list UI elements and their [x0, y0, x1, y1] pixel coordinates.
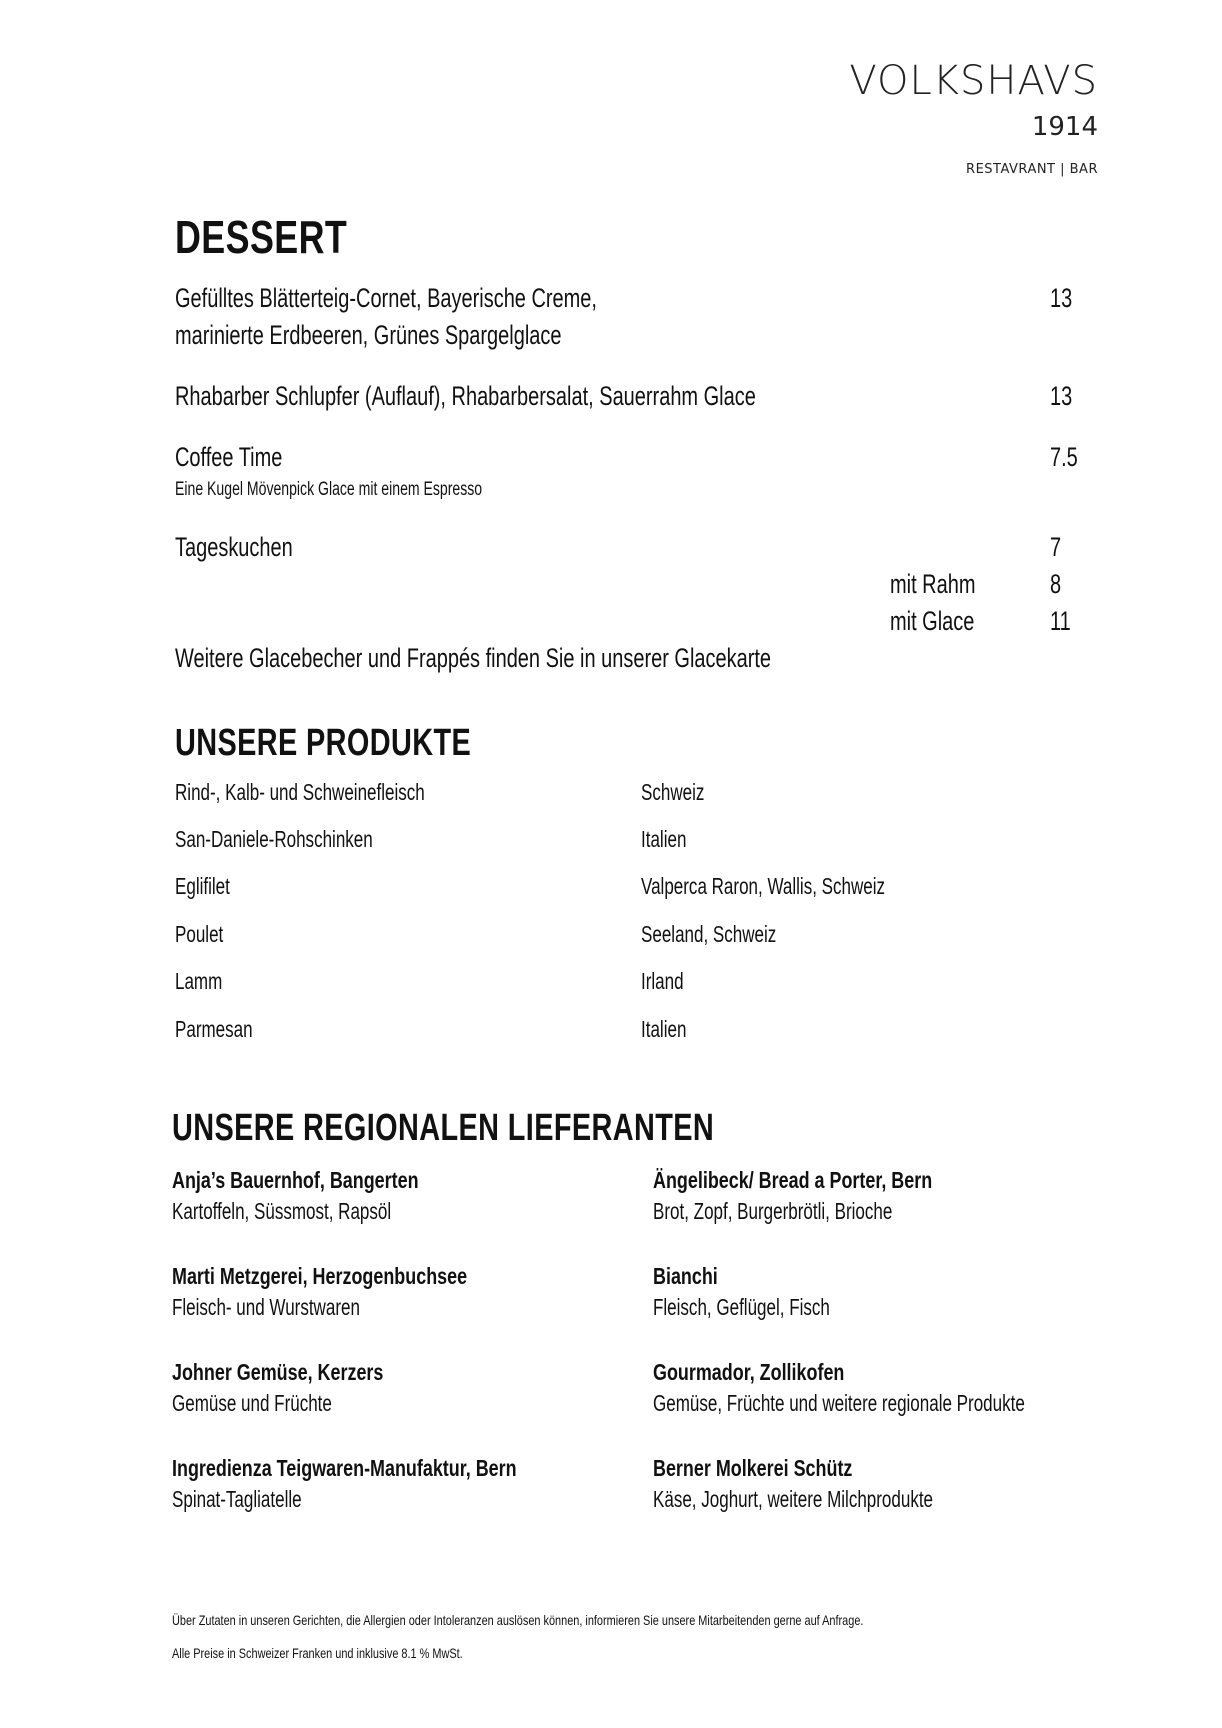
produkt-name: Lamm — [175, 968, 223, 994]
dessert-item-3-price: 7.5 — [1050, 442, 1078, 472]
produkt-name: Parmesan — [175, 1016, 253, 1042]
lieferant-name: Bianchi — [653, 1263, 718, 1289]
produkt-name: Rind-, Kalb- und Schweinefleisch — [175, 779, 425, 805]
dessert-item-1-line-2: marinierte Erdbeeren, Grünes Spargelglace — [175, 320, 562, 350]
dessert-item-1-line-1: Gefülltes Blätterteig-Cornet, Bayerische Creme, — [175, 283, 597, 313]
lieferant-goods: Kartoffeln, Süssmost, Rapsöl — [172, 1198, 392, 1224]
dessert-item-4: Tageskuchen — [175, 532, 293, 562]
dessert-item-2-price: 13 — [1050, 381, 1073, 411]
footer-allergen-note: Über Zutaten in unseren Gerichten, die Allergien oder Intoleranzen auslösen können, informieren Sie unsere Mitarbeitenden gerne auf Anfrage. — [172, 1612, 864, 1628]
logo-name: VOLKSHAVS — [849, 58, 1098, 104]
dessert-item-4-option-1: mit Rahm — [890, 569, 976, 599]
produkte-heading: UNSERE PRODUKTE — [175, 722, 472, 764]
produkt-origin: Schweiz — [641, 779, 705, 805]
produkt-name: San-Daniele-Rohschinken — [175, 826, 373, 852]
produkt-origin: Italien — [641, 826, 687, 852]
produkt-name: Eglifilet — [175, 873, 230, 899]
lieferant-name: Johner Gemüse, Kerzers — [172, 1359, 384, 1385]
produkt-origin: Valperca Raron, Wallis, Schweiz — [641, 873, 886, 899]
lieferant-name: Marti Metzgerei, Herzogenbuchsee — [172, 1263, 468, 1289]
produkt-origin: Italien — [641, 1016, 687, 1042]
lieferanten-heading: UNSERE REGIONALEN LIEFERANTEN — [172, 1107, 715, 1149]
dessert-item-3-description: Eine Kugel Mövenpick Glace mit einem Espresso — [175, 479, 483, 500]
lieferant-goods: Fleisch, Geflügel, Fisch — [653, 1294, 830, 1320]
logo-subtitle: RESTAVRANT | BAR — [966, 162, 1098, 177]
footer-price-note: Alle Preise in Schweizer Franken und inklusive 8.1 % MwSt. — [172, 1645, 463, 1661]
dessert-item-2: Rhabarber Schlupfer (Auflauf), Rhabarbersalat, Sauerrahm Glace — [175, 381, 756, 411]
dessert-heading: DESSERT — [175, 211, 348, 263]
dessert-item-4-option-2-price: 11 — [1050, 606, 1071, 636]
dessert-note: Weitere Glacebecher und Frappés finden Sie in unserer Glacekarte — [175, 643, 772, 673]
produkt-origin: Irland — [641, 968, 684, 994]
dessert-item-4-price: 7 — [1050, 532, 1062, 562]
dessert-item-4-option-1-price: 8 — [1050, 569, 1062, 599]
dessert-item-4-option-2: mit Glace — [890, 606, 975, 636]
lieferant-goods: Gemüse, Früchte und weitere regionale Produkte — [653, 1390, 1025, 1416]
produkt-origin: Seeland, Schweiz — [641, 921, 777, 947]
lieferant-goods: Gemüse und Früchte — [172, 1390, 332, 1416]
lieferant-name: Ängelibeck/ Bread a Porter, Bern — [653, 1167, 933, 1193]
lieferant-name: Berner Molkerei Schütz — [653, 1455, 853, 1481]
dessert-item-1-price: 13 — [1050, 283, 1073, 313]
dessert-item-3: Coffee Time — [175, 442, 283, 472]
produkt-name: Poulet — [175, 921, 224, 947]
lieferant-goods: Fleisch- und Wurstwaren — [172, 1294, 360, 1320]
lieferant-name: Ingredienza Teigwaren-Manufaktur, Bern — [172, 1455, 517, 1481]
lieferant-name: Anja’s Bauernhof, Bangerten — [172, 1167, 419, 1193]
logo-year: 1914 — [1031, 112, 1098, 142]
lieferant-goods: Brot, Zopf, Burgerbrötli, Brioche — [653, 1198, 893, 1224]
lieferant-goods: Käse, Joghurt, weitere Milchprodukte — [653, 1486, 934, 1512]
lieferant-goods: Spinat-Tagliatelle — [172, 1486, 302, 1512]
lieferant-name: Gourmador, Zollikofen — [653, 1359, 845, 1385]
